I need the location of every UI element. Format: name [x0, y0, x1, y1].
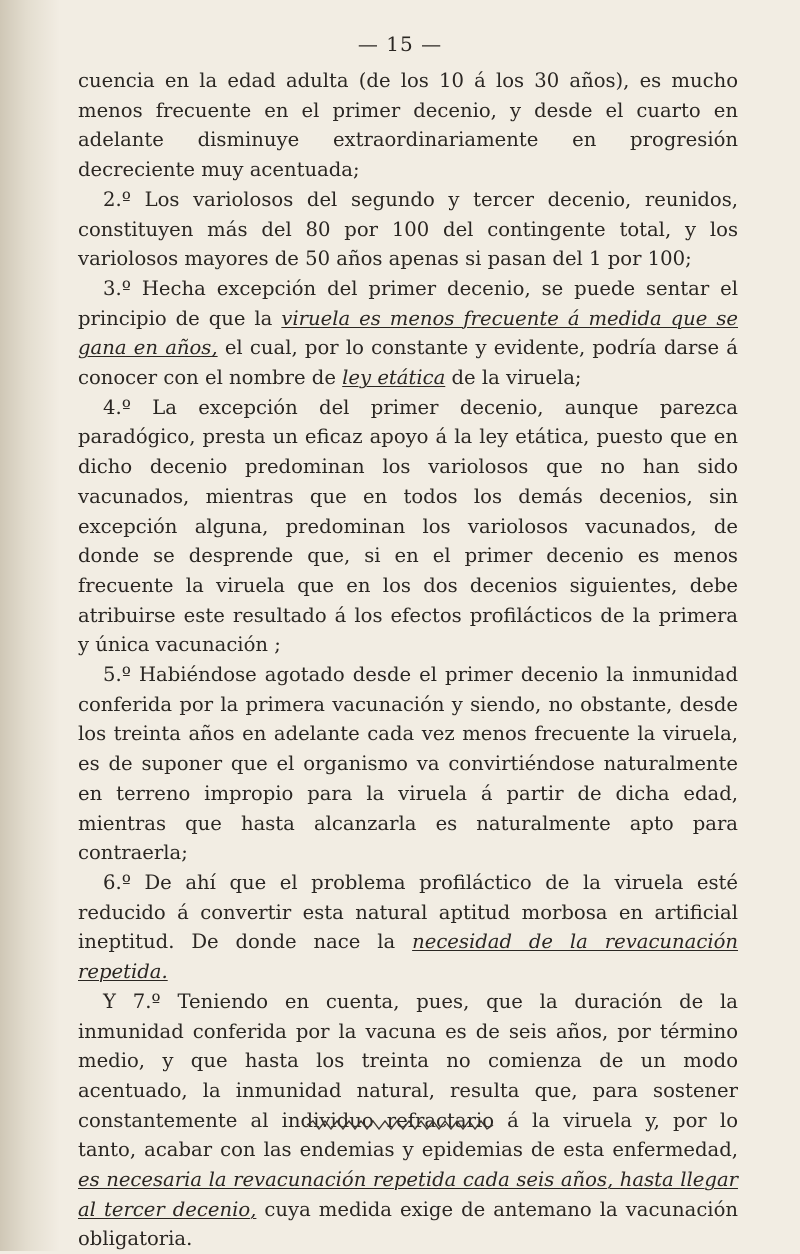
paragraph-6-text-a: 6.º De ahí que el problema profiláctico de la viruela esté reducido á convertir esta natural aptitud morbosa en artificial ineptitud. De donde nace la [78, 870, 738, 954]
paragraph-5-text: 5.º Habiéndose agotado desde el primer decenio la inmunidad conferida por la primera vacunación y siendo, no obstante, desde los treinta años en adelante cada vez menos frecuente la viruela, es de suponer que el organismo va convirtiéndose naturalmente en terreno impropio para la viruela á partir de dicha edad, mientras que hasta alcanzarla es naturalmente apto para contraerla; [78, 663, 738, 865]
paragraph-5 [78, 660, 738, 868]
wavy-rule-icon [305, 1119, 495, 1131]
paragraph-6 [78, 868, 738, 987]
emphasis-principle: viruela es menos frecuente á medida que se gana en años, [78, 306, 738, 360]
paragraph-7-text-a: Y 7.º Teniendo en cuenta, pues, que la duración de la inmunidad conferida por la vacuna es de seis años, por término medio, y que hasta los treinta no comienza de un modo acentuado, la inmunidad natural, resulta que, para sostener constantemente al individuo refractario á la viruela y, por lo tanto, acabar con las endemias y epidemias de esta enfermedad, [78, 989, 738, 1162]
paragraph-7-text-b: cuya medida exige de antemano la vacunación obligatoria. [78, 1197, 738, 1251]
paragraph-3-text-c: de la viruela; [445, 366, 582, 390]
emphasis-necessity: necesidad de la revacunación repetida. [78, 930, 739, 984]
paragraph-4 [78, 393, 738, 660]
paragraph-3-text-b: el cual, por lo constante y evidente, podría darse á conocer con el nombre de [78, 336, 738, 390]
emphasis-revaccination: es necesaria la revacunación repetida cada seis años, hasta llegar al tercer decenio, [78, 1168, 738, 1221]
paragraph-2-text: 2.º Los variolosos del segundo y tercer decenio, reunidos, constituyen más del 80 por 100 del contingente total, y los variolosos mayores de 50 años apenas si pasan del 1 por 100; [78, 187, 738, 271]
wavy-rule-ornament [0, 1116, 800, 1135]
page-edge-shadow [0, 0, 60, 1251]
emphasis-law: ley etática [342, 366, 446, 390]
paragraph-2 [78, 185, 738, 274]
paragraph-4-text: 4.º La excepción del primer decenio, aunque parezca paradógico, presta un eficaz apoyo á la ley etática, puesto que en dicho decenio predominan los variolosos que no han sido vacunados, mientras que en todos los demás decenios, sin excepción alguna, predominan los variolosos vacunados, de donde se desprende que, si en el primer decenio es menos frecuente la viruela que en los dos decenios siguientes, debe atribuirse este resultado á los efectos profilácticos de la primera y única vacunación ; [78, 395, 738, 657]
page-number: — 15 — [357, 32, 443, 56]
paragraph-1-text: cuencia en la edad adulta (de los 10 á los 30 años), es mucho menos frecuente en el primer decenio, y desde el cuarto en adelante disminuye extraordinariamente en progresión decreciente muy acentuada; [78, 69, 738, 182]
paragraph-3 [78, 274, 738, 393]
body-text [78, 66, 738, 1254]
paragraph-3-text-a: 3.º Hecha excepción del primer decenio, se puede sentar el principio de que la [78, 276, 738, 330]
paragraph-1 [78, 66, 738, 185]
